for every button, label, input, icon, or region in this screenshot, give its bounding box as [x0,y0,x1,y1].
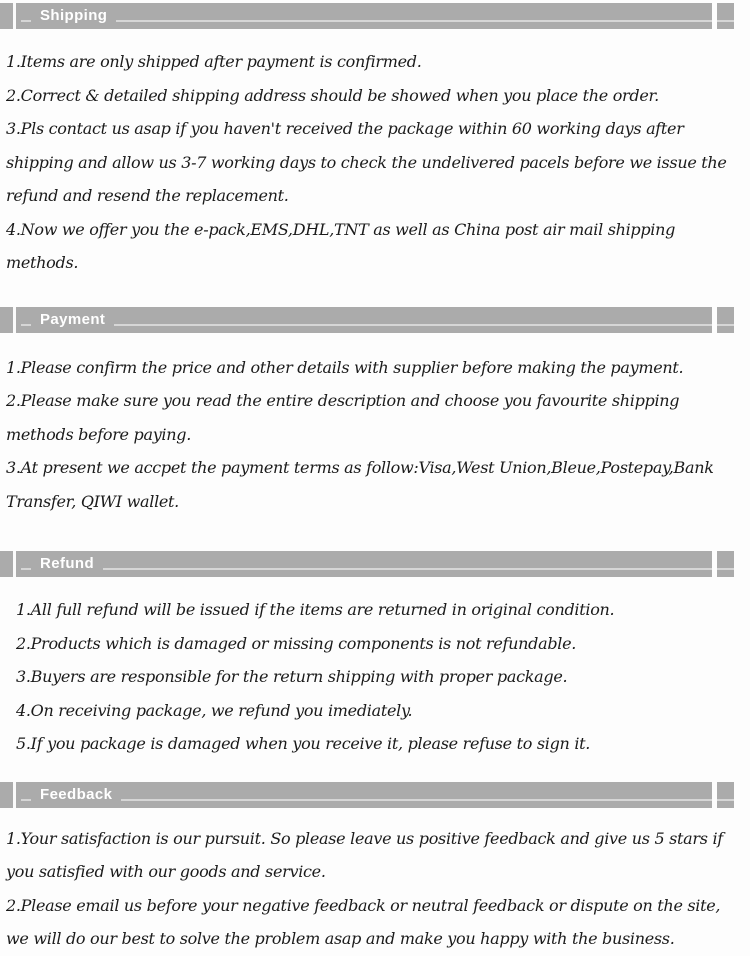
header-rule-line [21,324,734,326]
section-title-shipping: Shipping [31,6,116,26]
policy-page [0,3,750,948]
list-item: 3.Pls contact us asap if you haven't received the package within 60 working days after shipping and allow us 3-7 working days to check the undelivered pacels before we issue the refund and resend the replacement. [6,119,727,205]
list-item: 3.At present we accpet the payment terms as follow:Visa,West Union,Bleue,Postepay,Bank Transfer, QIWI wallet. [6,458,714,511]
section-title-refund: Refund [31,554,103,574]
header-end-cap [717,307,734,333]
list-item: 1.Items are only shipped after payment is confirmed. [6,52,422,71]
section-body-shipping [0,29,750,280]
list-item: 2.Please make sure you read the entire description and choose you favourite shipping methods before paying. [6,391,680,444]
list-item: 2.Please email us before your negative feedback or neutral feedback or dispute on the site, we will do our best to solve the problem asap and make you happy with the business. [6,895,721,948]
header-gap-divider [712,307,717,333]
header-left-tick [13,551,16,577]
list-item: 3.Buyers are responsible for the return shipping with proper package. [16,667,568,686]
header-gap-divider [712,782,717,808]
header-gap-divider [712,3,717,29]
header-rule-line [21,20,734,22]
section-header-refund [0,551,750,577]
header-left-tick [13,307,16,333]
header-gap-divider [712,551,717,577]
section-body-payment [0,333,750,519]
section-header-feedback [0,782,750,808]
list-item: 4.Now we offer you the e-pack,EMS,DHL,TNT as well as China post air mail shipping methods. [6,219,676,272]
list-item: 1.Please confirm the price and other details with supplier before making the payment. [6,357,684,377]
header-rule-line [21,568,734,570]
header-end-cap [717,551,734,577]
header-end-cap [717,3,734,29]
header-left-tick [13,782,16,808]
header-end-cap [717,782,734,808]
list-item: 5.If you package is damaged when you receive it, please refuse to sign it. [16,734,591,753]
section-title-payment: Payment [31,310,114,330]
list-item: 2.Correct & detailed shipping address should be showed when you place the order. [6,85,659,105]
list-item: 4.On receiving package, we refund you imediately. [16,700,413,720]
section-header-payment [0,307,750,333]
section-body-refund [0,577,750,761]
section-body-feedback [0,808,750,956]
section-header-shipping [0,3,750,29]
list-item: 1.All full refund will be issued if the items are returned in original condition. [16,600,615,619]
header-left-tick [13,3,16,29]
header-rule-line [21,799,734,801]
header-bar-strip [0,551,712,577]
section-title-feedback: Feedback [31,785,121,805]
list-item: 2.Products which is damaged or missing components is not refundable. [16,633,577,653]
list-item: 1.Your satisfaction is our pursuit. So please leave us positive feedback and give us 5 stars if you satisfied with our goods and service. [6,828,723,881]
